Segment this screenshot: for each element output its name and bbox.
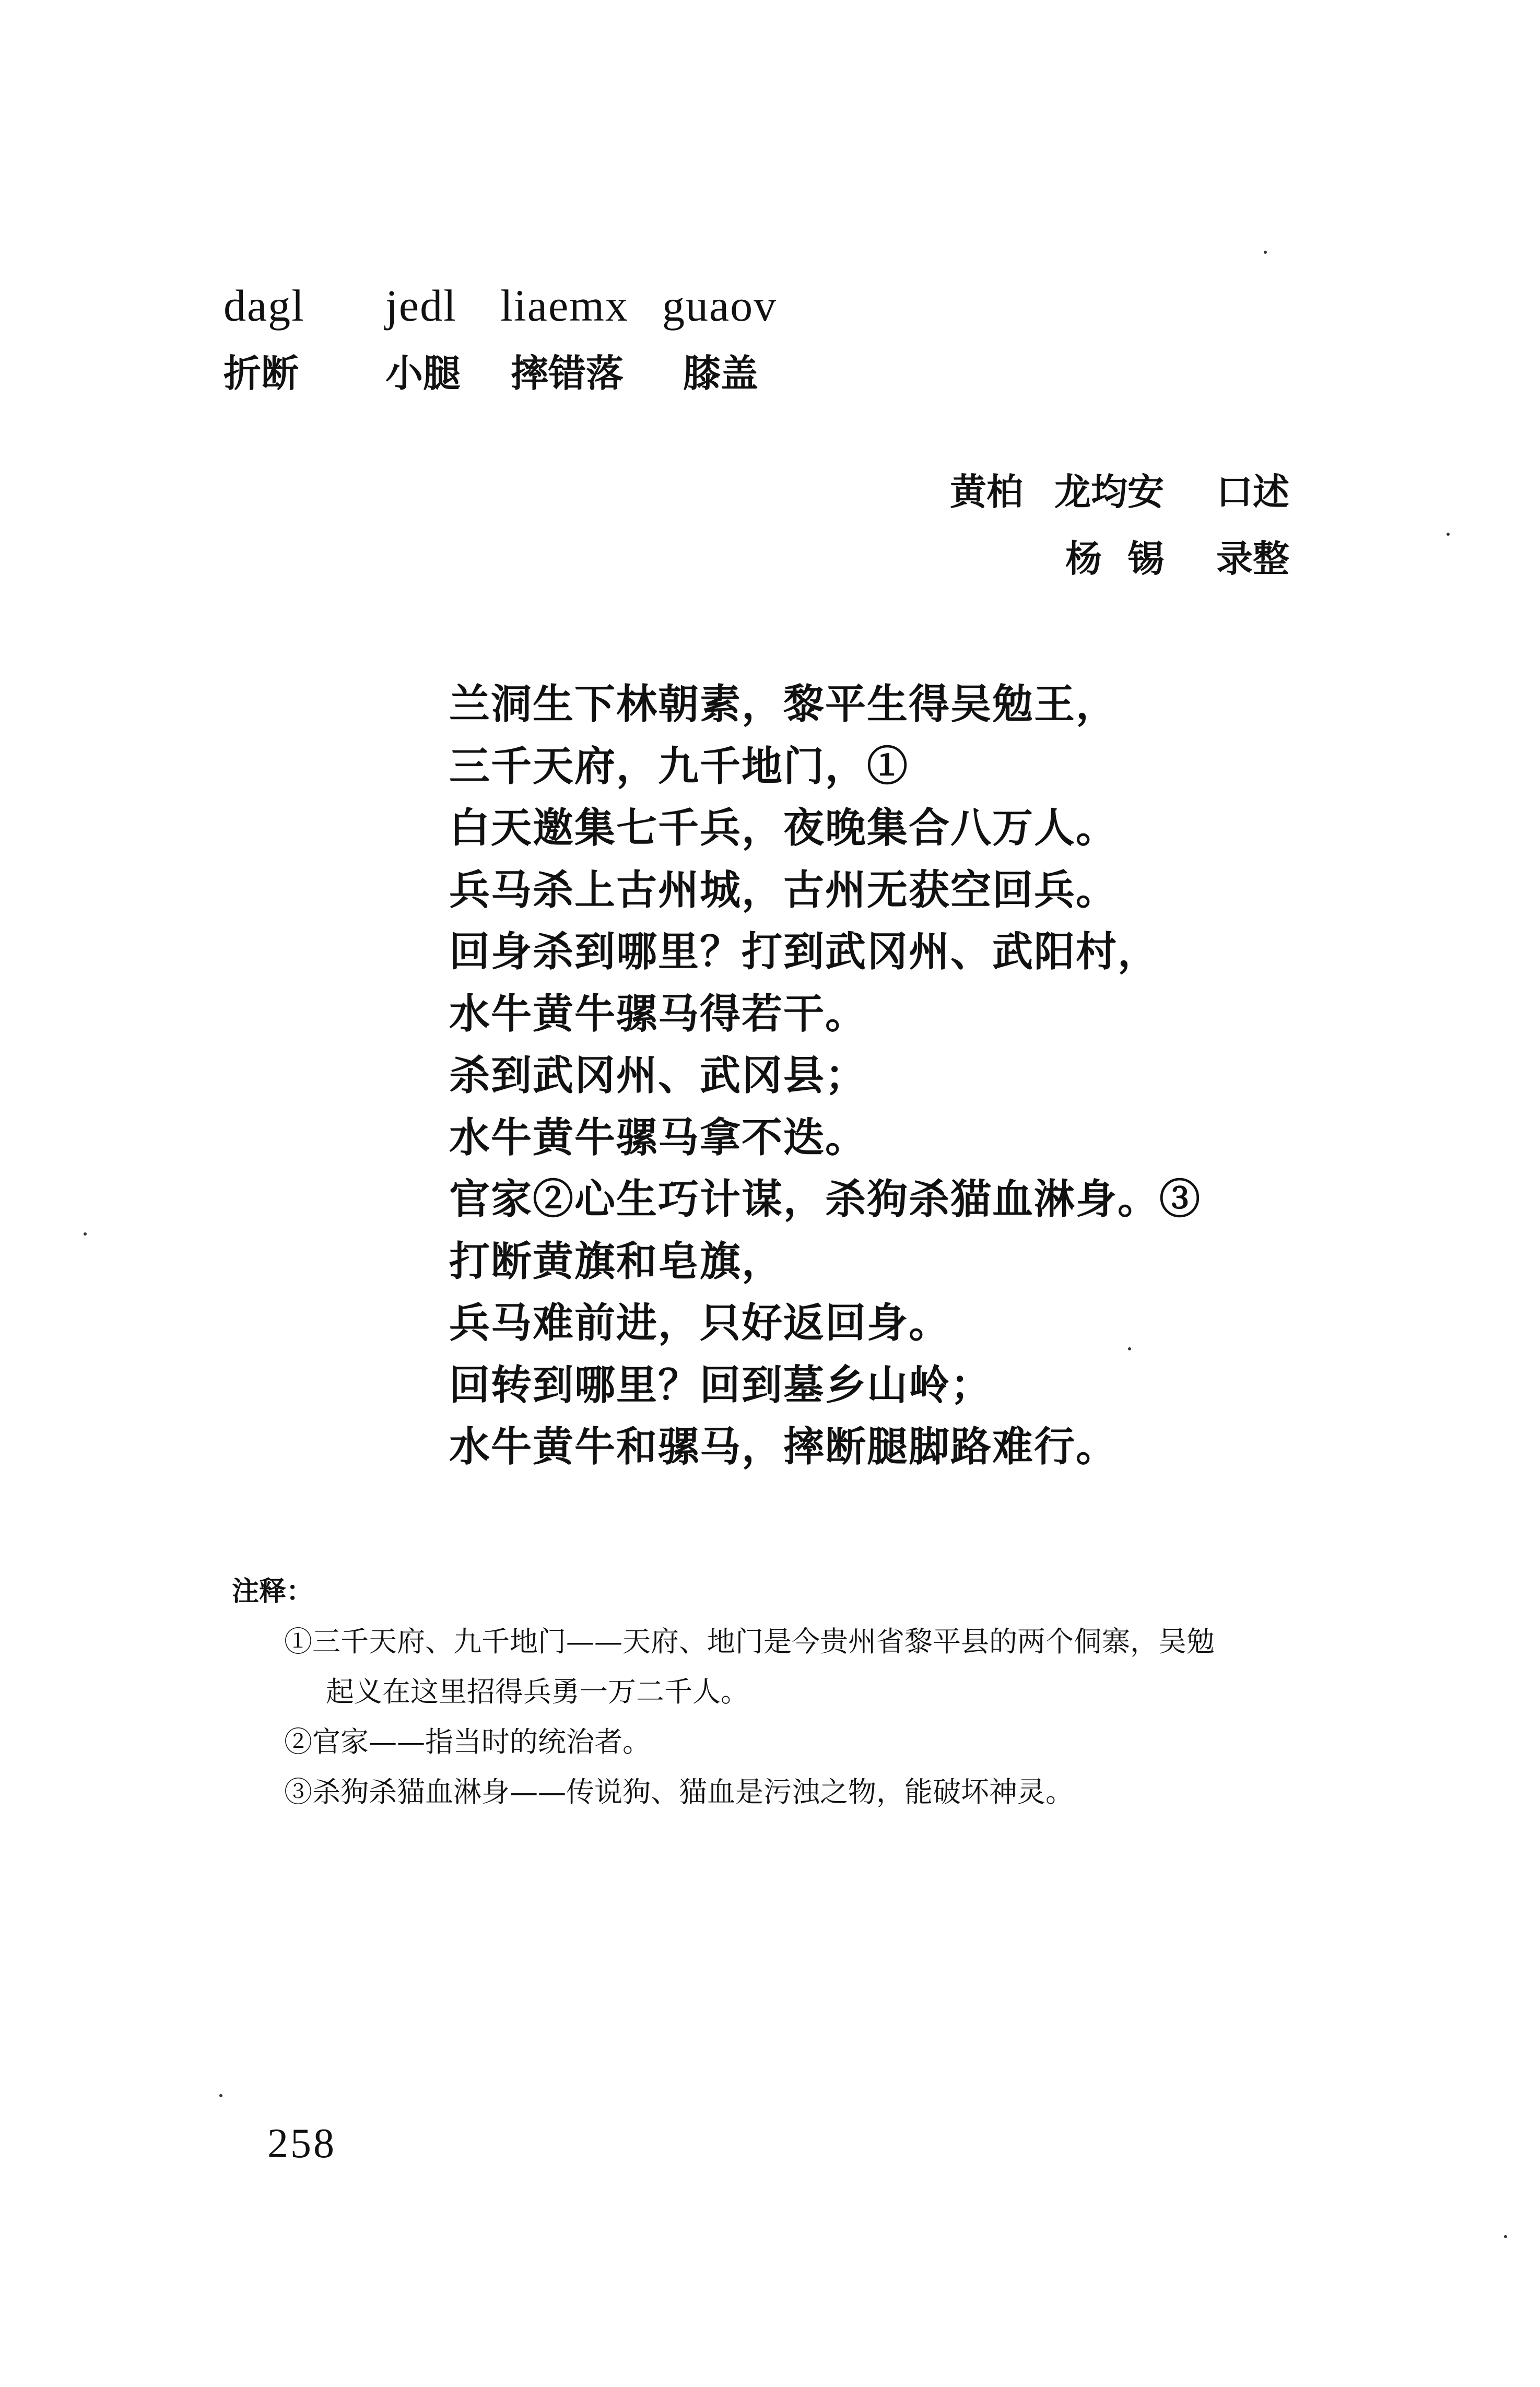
credit-narrator — [950, 458, 1289, 525]
credit-name: 龙均安 — [1054, 470, 1164, 513]
note-item: ③杀狗杀猫血淋身——传说狗、猫血是污浊之物，能破坏神灵。 — [284, 1775, 1074, 1808]
poem-line: 水牛黄牛和骡马，摔断腿脚路难行。 — [449, 1423, 1118, 1471]
poem-line: 官家②心生巧计谋，杀狗杀猫血淋身。③ — [449, 1175, 1202, 1223]
credit-place: 黄柏 — [950, 470, 1023, 513]
poem-line: 回身杀到哪里？打到武冈州、武阳村， — [449, 928, 1160, 975]
note-item: ①三千天府、九千地门——天府、地门是今贵州省黎平县的两个侗寨，吴勉 — [284, 1625, 1215, 1658]
scan-speck — [1128, 1347, 1131, 1350]
title-word: dagl — [224, 280, 305, 331]
credit-name: 杨 锡 — [1065, 537, 1164, 580]
gloss-word: 小腿 — [385, 351, 461, 395]
poem-line: 杀到武冈州、武冈县； — [449, 1052, 867, 1099]
gloss-word: 折断 — [224, 351, 299, 395]
song-title — [224, 272, 777, 407]
title-word: jedl — [385, 280, 457, 331]
credits — [950, 458, 1289, 592]
notes-header: 注释： — [232, 1575, 314, 1607]
poem-line: 水牛黄牛骡马得若干。 — [449, 990, 867, 1038]
page-number: 258 — [267, 2121, 336, 2167]
credit-role: 口述 — [1216, 470, 1289, 513]
title-word: guaov — [662, 280, 778, 331]
scan-speck — [219, 2094, 222, 2097]
poem-line: 水牛黄牛骡马拿不迭。 — [449, 1113, 867, 1161]
poem-line: 打断黄旗和皂旗， — [449, 1237, 784, 1285]
note-item-continued: 起义在这里招得兵勇一万二千人。 — [326, 1675, 749, 1708]
scan-speck — [1264, 251, 1267, 254]
poem-body — [449, 674, 1201, 1478]
poem-line: 兵马杀上古州城，古州无获空回兵。 — [449, 866, 1118, 914]
credit-role: 录整 — [1216, 537, 1289, 580]
note-item: ②官家——指当时的统治者。 — [284, 1725, 651, 1758]
scan-speck — [1447, 533, 1450, 536]
poem-line: 白天邀集七千兵，夜晚集合八万人。 — [449, 804, 1118, 852]
scan-speck — [1504, 2235, 1507, 2238]
scan-speck — [84, 1232, 87, 1236]
poem-line: 回转到哪里？回到墓乡山岭； — [449, 1361, 993, 1409]
title-gloss — [224, 339, 777, 407]
poem-line: 兰洞生下林朝素，黎平生得吴勉王， — [449, 680, 1118, 728]
poem-line: 兵马难前进，只好返回身。 — [449, 1299, 951, 1347]
title-word: liaemx — [500, 280, 629, 331]
credit-recorder — [950, 525, 1289, 592]
title-transliteration — [224, 272, 777, 339]
footnotes — [232, 1567, 1215, 1817]
gloss-word: 摔错落 — [511, 351, 624, 395]
poem-line: 三千天府，九千地门，① — [449, 742, 909, 790]
gloss-word: 膝盖 — [683, 351, 759, 395]
